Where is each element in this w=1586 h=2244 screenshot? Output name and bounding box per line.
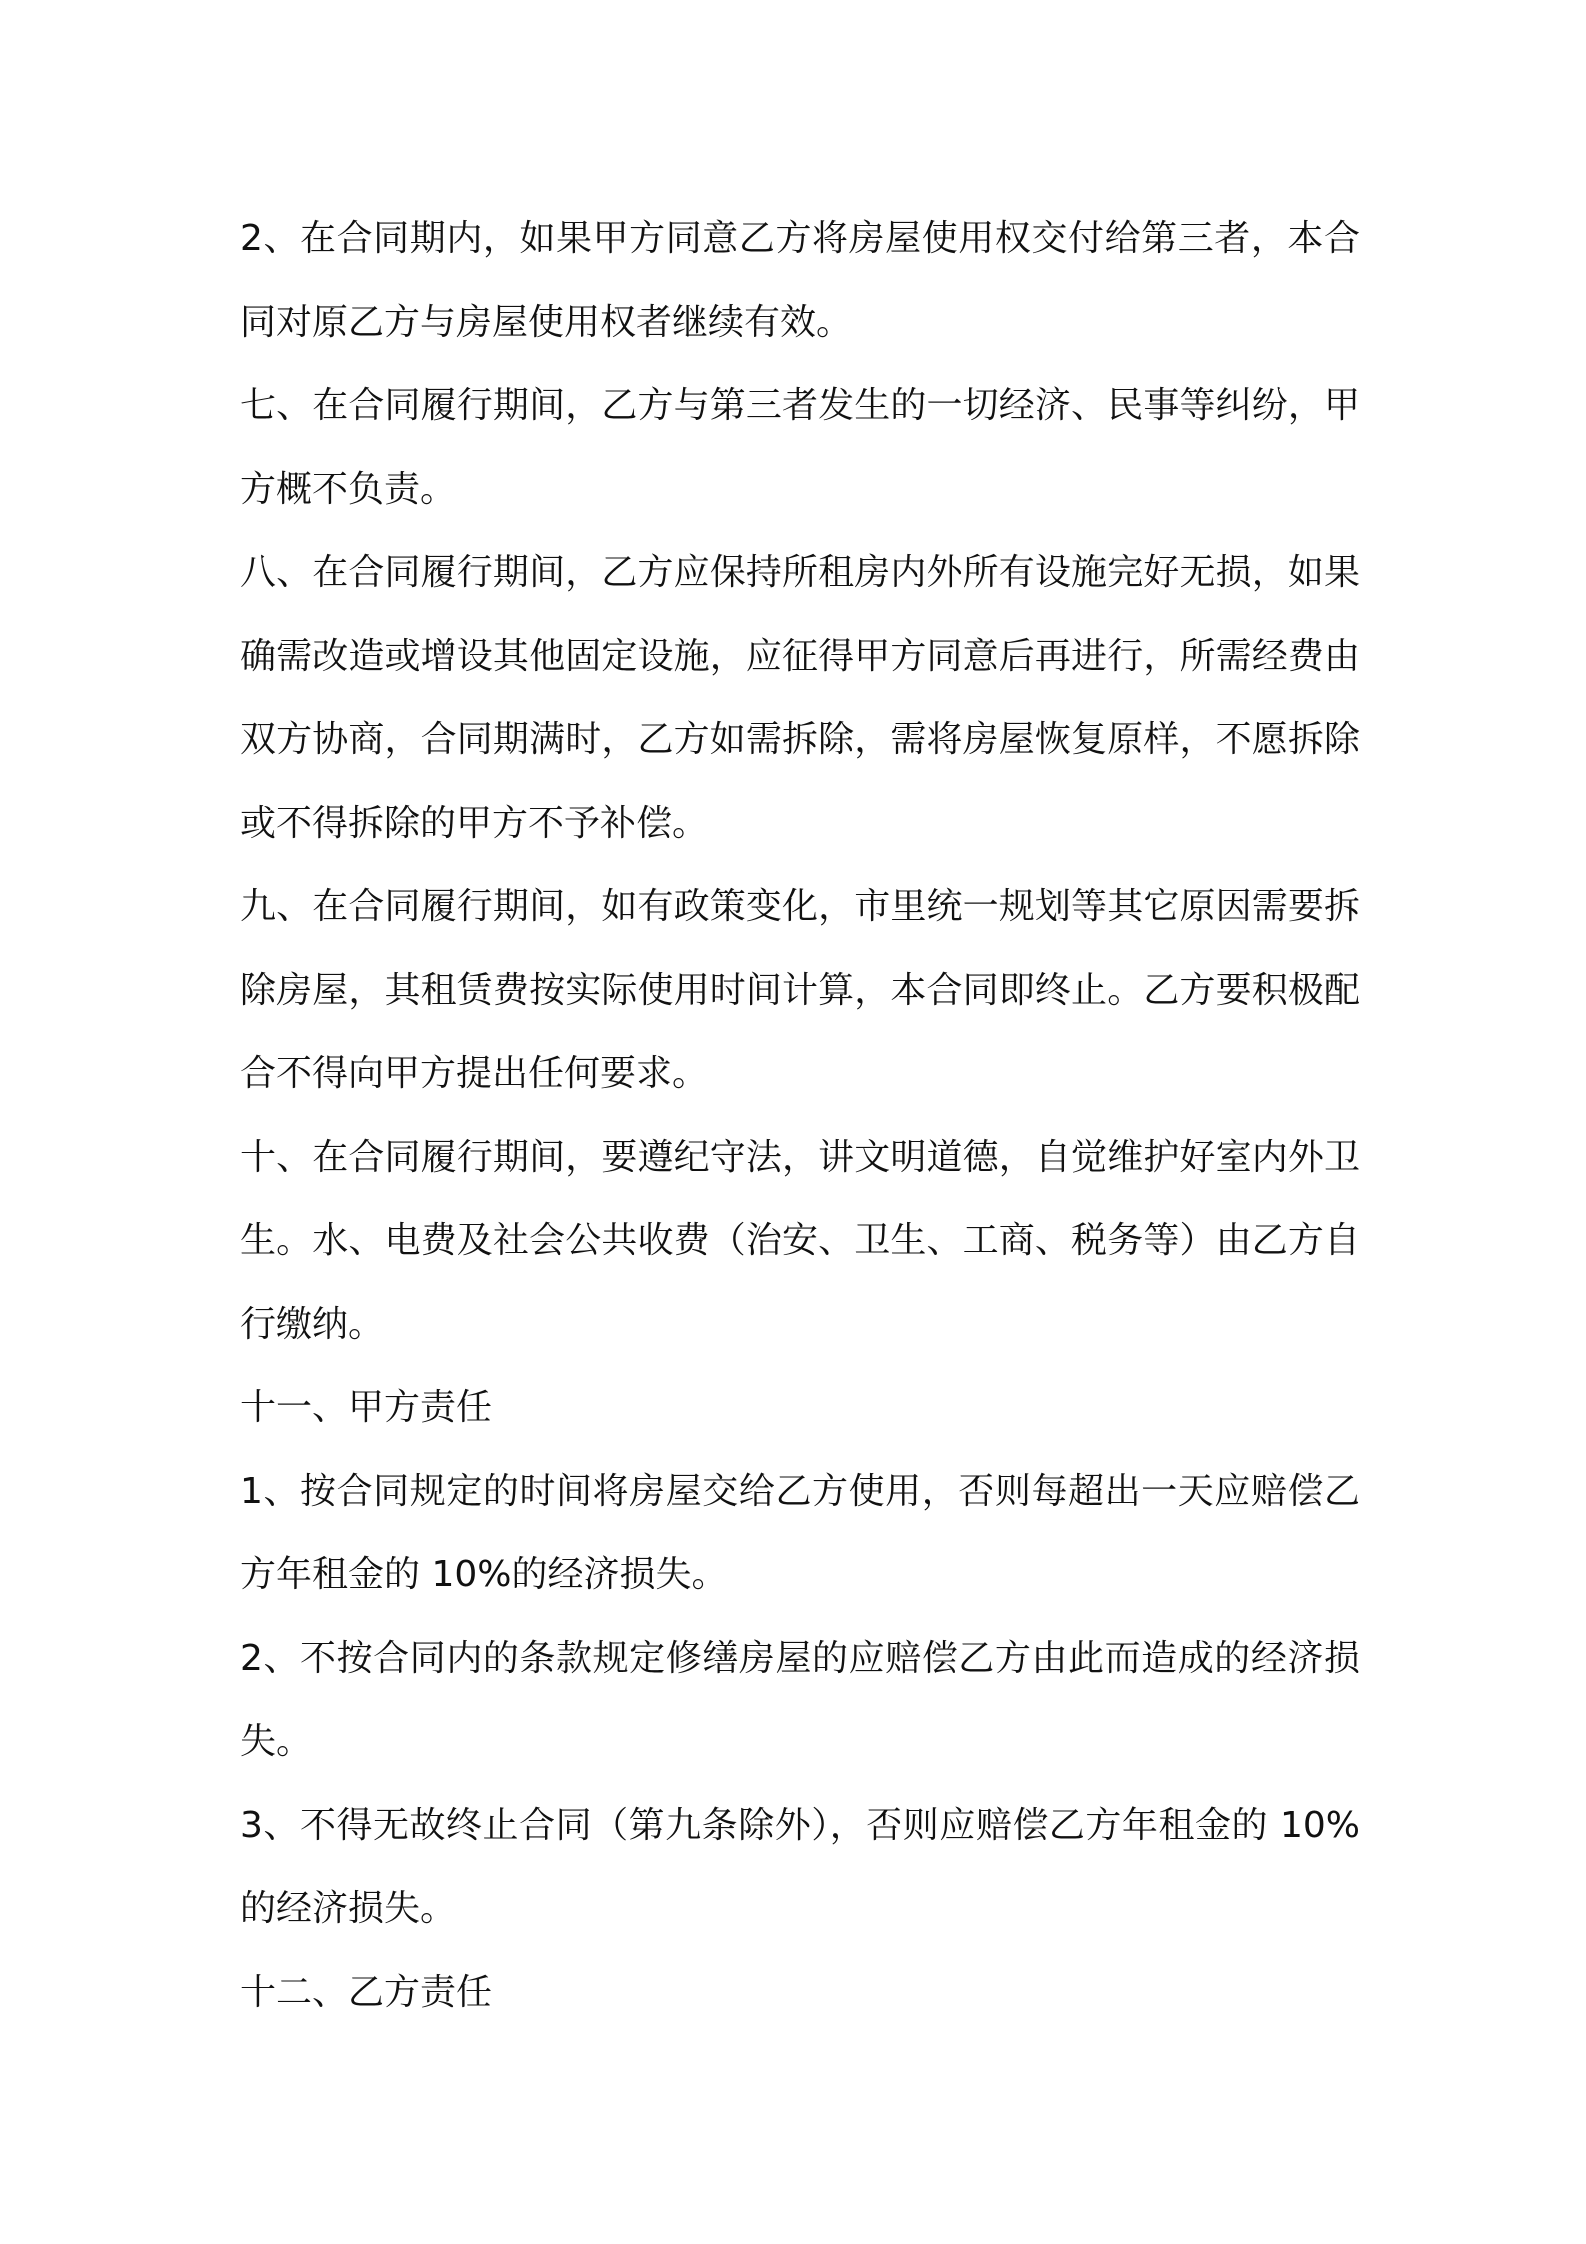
- clause-8-facilities-maintenance: 八、在合同履行期间，乙方应保持所租房内外所有设施完好无损，如果确需改造或增设其他固定设施，应征得甲方同意后再进行，所需经费由双方协商，合同期满时，乙方如需拆除，需将房屋恢复原样，不愿拆除或不得拆除的甲方不予补偿。: [240, 552, 1360, 844]
- clause-11-heading-party-a: 十一、甲方责任: [240, 1387, 493, 1428]
- clause-2-transfer-rights: 2、在合同期内，如果甲方同意乙方将房屋使用权交付给第三者，本合同对原乙方与房屋使用权者继续有效。: [240, 218, 1360, 343]
- clause-11-item-1: 1、按合同规定的时间将房屋交给乙方使用，否则每超出一天应赔偿乙方年租金的 10%的经济损失。: [240, 1470, 1360, 1595]
- clause-10-conduct-and-fees: 十、在合同履行期间，要遵纪守法，讲文明道德，自觉维护好室内外卫生。水、电费及社会公共收费（治安、卫生、工商、税务等）由乙方自行缴纳。: [240, 1136, 1360, 1345]
- document-body: [240, 197, 1360, 2034]
- clause-12-heading-party-b: 十二、乙方责任: [240, 1971, 493, 2013]
- clause-7-third-party-disputes: 七、在合同履行期间，乙方与第三者发生的一切经济、民事等纠纷，甲方概不负责。: [240, 385, 1360, 510]
- clause-11-item-2: 2、不按合同内的条款规定修缮房屋的应赔偿乙方由此而造成的经济损失。: [240, 1637, 1360, 1762]
- clause-9-policy-change: 九、在合同履行期间，如有政策变化，市里统一规划等其它原因需要拆除房屋，其租赁费按实际使用时间计算，本合同即终止。乙方要积极配合不得向甲方提出任何要求。: [240, 886, 1360, 1094]
- clause-11-item-3: 3、不得无故终止合同（第九条除外），否则应赔偿乙方年租金的 10%的经济损失。: [240, 1804, 1360, 1929]
